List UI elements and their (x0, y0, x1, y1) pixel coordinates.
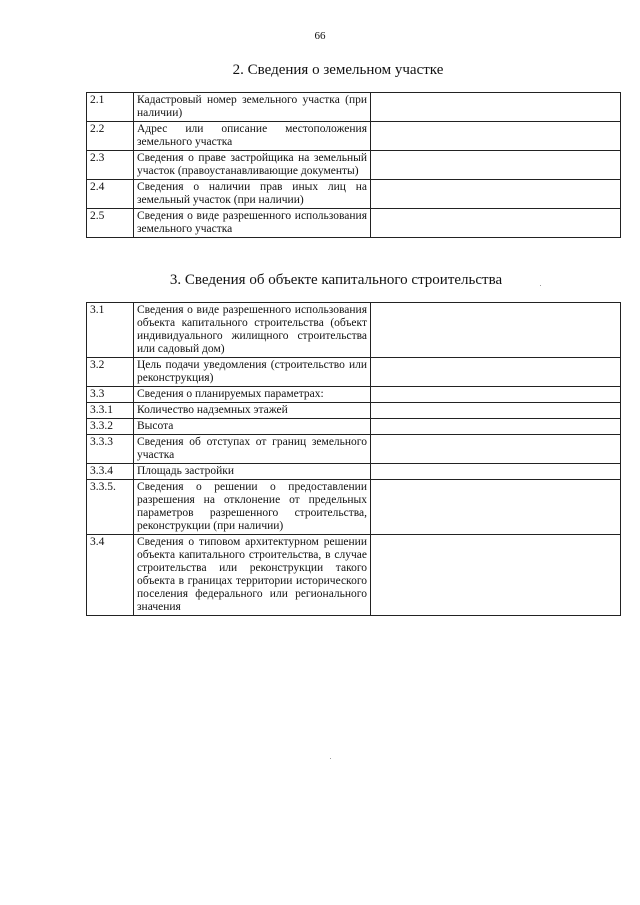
row-value-field[interactable] (371, 480, 621, 535)
scan-speck (330, 758, 331, 759)
row-number: 2.3 (87, 151, 134, 180)
table-row (87, 480, 621, 535)
row-description: Сведения о виде разрешенного использования объекта капитального строительства (объект индивидуального жилищного строительства или садовый дом) (134, 303, 371, 358)
row-description: Сведения о решении о предоставлении разрешения на отклонение от предельных параметров разрешенного строительства, реконструкции (при наличии) (134, 480, 371, 535)
capital-construction-table (86, 302, 621, 616)
row-number: 3.2 (87, 358, 134, 387)
row-number: 2.2 (87, 122, 134, 151)
table-row (87, 209, 621, 238)
table-row (87, 387, 621, 403)
row-number: 3.3.2 (87, 419, 134, 435)
page-number: 66 (314, 30, 326, 42)
row-value-field[interactable] (371, 387, 621, 403)
row-description: Сведения о типовом архитектурном решении объекта капитального строительства, в случае строительства или реконструкции такого объекта в границах территории исторического поселения федерального или регионального значения (134, 535, 371, 616)
row-description: Кадастровый номер земельного участка (при наличии) (134, 93, 371, 122)
row-description: Сведения о праве застройщика на земельный участок (правоустанавливающие документы) (134, 151, 371, 180)
table-row (87, 303, 621, 358)
row-number: 3.1 (87, 303, 134, 358)
row-value-field[interactable] (371, 419, 621, 435)
row-value-field[interactable] (371, 403, 621, 419)
section-3-title: 3. Сведения об объекте капитального строительства (169, 272, 503, 288)
row-description: Высота (134, 419, 371, 435)
table-row (87, 180, 621, 209)
row-number: 2.1 (87, 93, 134, 122)
row-number: 3.3.3 (87, 435, 134, 464)
row-description: Сведения о наличии прав иных лиц на земельный участок (при наличии) (134, 180, 371, 209)
row-description: Сведения об отступах от границ земельного участка (134, 435, 371, 464)
row-description: Количество надземных этажей (134, 403, 371, 419)
section-2-title: 2. Сведения о земельном участке (232, 62, 444, 78)
table-row (87, 358, 621, 387)
row-description: Адрес или описание местоположения земельного участка (134, 122, 371, 151)
row-description: Площадь застройки (134, 464, 371, 480)
row-number: 3.4 (87, 535, 134, 616)
table-row (87, 403, 621, 419)
row-description: Сведения о виде разрешенного использования земельного участка (134, 209, 371, 238)
row-value-field[interactable] (371, 93, 621, 122)
row-number: 3.3.5. (87, 480, 134, 535)
row-value-field[interactable] (371, 358, 621, 387)
row-number: 3.3.4 (87, 464, 134, 480)
row-value-field[interactable] (371, 209, 621, 238)
row-number: 3.3.1 (87, 403, 134, 419)
row-value-field[interactable] (371, 435, 621, 464)
row-number: 3.3 (87, 387, 134, 403)
row-value-field[interactable] (371, 180, 621, 209)
row-value-field[interactable] (371, 303, 621, 358)
table-row (87, 122, 621, 151)
row-value-field[interactable] (371, 535, 621, 616)
row-description: Сведения о планируемых параметрах: (134, 387, 371, 403)
row-value-field[interactable] (371, 464, 621, 480)
table-row (87, 93, 621, 122)
row-value-field[interactable] (371, 151, 621, 180)
land-plot-table (86, 92, 621, 238)
table-row (87, 419, 621, 435)
table-row (87, 435, 621, 464)
table-row (87, 464, 621, 480)
row-description: Цель подачи уведомления (строительство или реконструкция) (134, 358, 371, 387)
row-number: 2.4 (87, 180, 134, 209)
row-number: 2.5 (87, 209, 134, 238)
table-row (87, 151, 621, 180)
table-row (87, 535, 621, 616)
row-value-field[interactable] (371, 122, 621, 151)
